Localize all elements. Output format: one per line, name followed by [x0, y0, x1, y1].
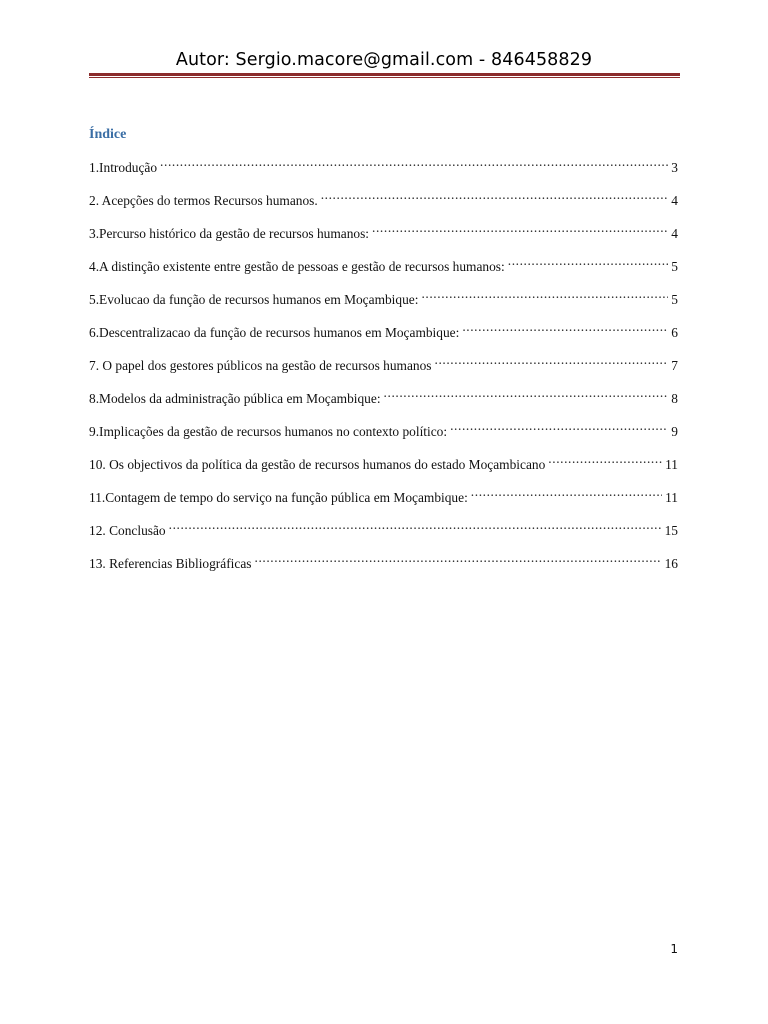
- table-of-contents: [89, 152, 678, 581]
- header-divider-thick: [89, 73, 680, 76]
- toc-entry-label: 2. Acepções do termos Recursos humanos.: [89, 193, 318, 208]
- toc-dot-leader: [384, 383, 669, 403]
- toc-entry-percurso-historico[interactable]: [89, 218, 678, 251]
- toc-entry-referencias[interactable]: [89, 548, 678, 581]
- toc-entry-page: 5: [671, 259, 678, 274]
- toc-entry-label: 5.Evolucao da função de recursos humanos em Moçambique:: [89, 292, 419, 307]
- toc-entry-page: 11: [665, 490, 678, 505]
- toc-entry-objectivos[interactable]: [89, 449, 678, 482]
- toc-entry-modelos[interactable]: [89, 383, 678, 416]
- toc-entry-page: 6: [671, 325, 678, 340]
- toc-entry-evolucao[interactable]: [89, 284, 678, 317]
- toc-entry-contagem-tempo[interactable]: [89, 482, 678, 515]
- toc-entry-page: 16: [664, 556, 678, 571]
- toc-entry-page: 5: [671, 292, 678, 307]
- page-number: 1: [670, 942, 678, 956]
- toc-entry-label: 9.Implicações da gestão de recursos humanos no contexto político:: [89, 424, 448, 439]
- toc-entry-label: 3.Percurso histórico da gestão de recursos humanos:: [89, 226, 370, 241]
- toc-dot-leader: [321, 185, 669, 205]
- toc-dot-leader: [372, 218, 668, 238]
- toc-entry-acepcoes[interactable]: [89, 185, 678, 218]
- toc-entry-label: 12. Conclusão: [89, 523, 166, 538]
- toc-entry-label: 1.Introdução: [89, 160, 158, 175]
- toc-entry-implicacoes[interactable]: [89, 416, 678, 449]
- toc-entry-label: 7. O papel dos gestores públicos na gestão de recursos humanos: [89, 358, 432, 373]
- toc-dot-leader: [450, 416, 668, 436]
- toc-entry-page: 9: [671, 424, 678, 439]
- toc-entry-label: 8.Modelos da administração pública em Moçambique:: [89, 391, 381, 406]
- toc-entry-conclusao[interactable]: [89, 515, 678, 548]
- toc-dot-leader: [160, 152, 668, 172]
- toc-dot-leader: [435, 350, 669, 370]
- toc-entry-label: 6.Descentralizacao da função de recursos humanos em Moçambique:: [89, 325, 460, 340]
- toc-dot-leader: [548, 449, 662, 469]
- toc-entry-page: 8: [671, 391, 678, 406]
- toc-dot-leader: [508, 251, 669, 271]
- toc-entry-page: 4: [671, 193, 678, 208]
- toc-entry-introducao[interactable]: [89, 152, 678, 185]
- toc-dot-leader: [255, 548, 662, 568]
- toc-entry-papel-gestores[interactable]: [89, 350, 678, 383]
- toc-entry-label: 4.A distinção existente entre gestão de pessoas e gestão de recursos humanos:: [89, 259, 505, 274]
- toc-entry-label: 13. Referencias Bibliográficas: [89, 556, 252, 571]
- toc-entry-page: 15: [664, 523, 678, 538]
- header-divider: [89, 73, 680, 79]
- toc-entry-label: 10. Os objectivos da política da gestão de recursos humanos do estado Moçambicano: [89, 457, 546, 472]
- toc-dot-leader: [169, 515, 662, 535]
- header-divider-thin: [89, 77, 680, 78]
- toc-dot-leader: [421, 284, 668, 304]
- toc-entry-distincao[interactable]: [89, 251, 678, 284]
- toc-entry-page: 4: [671, 226, 678, 241]
- toc-entry-descentralizacao[interactable]: [89, 317, 678, 350]
- author-header: Autor: Sergio.macore@gmail.com - 846458829: [175, 50, 593, 70]
- toc-heading: Índice: [89, 127, 127, 142]
- toc-dot-leader: [471, 482, 662, 502]
- toc-entry-label: 11.Contagem de tempo do serviço na função pública em Moçambique:: [89, 490, 468, 505]
- toc-dot-leader: [462, 317, 668, 337]
- toc-entry-page: 11: [665, 457, 678, 472]
- toc-entry-page: 3: [671, 160, 678, 175]
- toc-entry-page: 7: [671, 358, 678, 373]
